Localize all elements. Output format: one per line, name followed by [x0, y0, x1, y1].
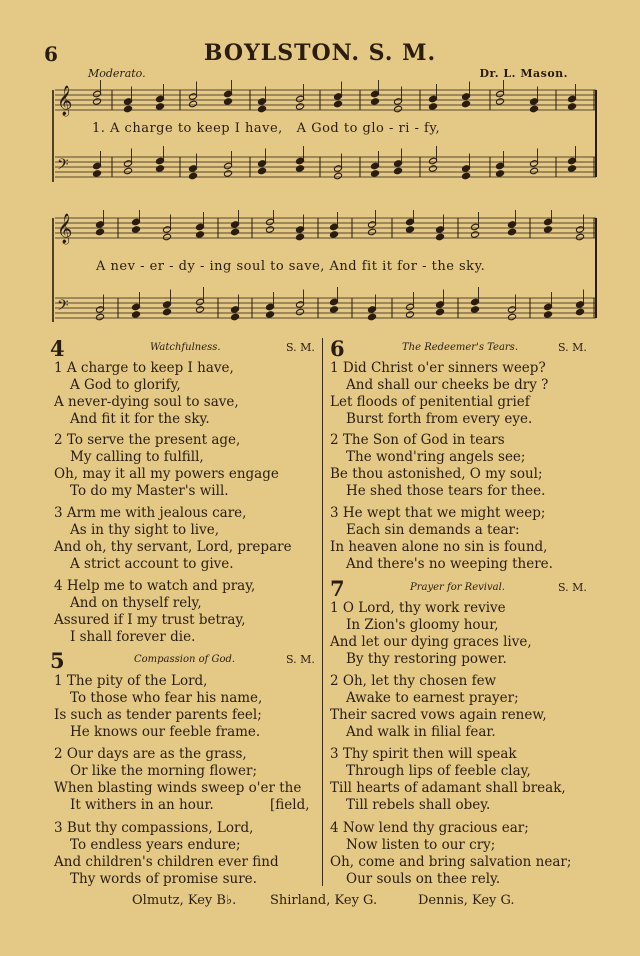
verse-line: Awake to earnest prayer;: [346, 690, 519, 706]
verse-line: And children's children ever find: [54, 854, 279, 870]
verse-line: When blasting winds sweep o'er the: [54, 780, 302, 796]
verse-line: Assured if I my trust betray,: [54, 612, 246, 628]
tempo-marking: Moderato.: [88, 67, 146, 80]
verse-line: As in thy sight to live,: [70, 522, 219, 538]
note-head: [224, 170, 233, 177]
note-head: [132, 226, 141, 233]
note-head: [568, 103, 577, 110]
hymn-meter: S. M.: [286, 653, 315, 666]
verse-line: Is such as tender parents feel;: [54, 707, 262, 723]
staff: [55, 85, 596, 117]
note-head: [334, 100, 343, 107]
note-head: [163, 308, 172, 315]
note-head: [508, 228, 517, 235]
note-head: [296, 308, 305, 315]
note-head: [163, 233, 172, 240]
verse-line: Through lips of feeble clay,: [346, 763, 531, 779]
hymn-title: Compassion of God.: [134, 654, 236, 665]
note-head: [406, 311, 415, 318]
note-head: [156, 103, 165, 110]
verse-line: And walk in filial fear.: [346, 724, 496, 740]
verse-line: Thy words of promise sure.: [70, 871, 257, 887]
note-head: [196, 231, 205, 238]
note-head: [96, 313, 105, 320]
note-head: [544, 226, 553, 233]
note-head: [330, 306, 339, 313]
hymn-number: 5: [50, 648, 65, 673]
note-head: [93, 170, 102, 177]
tune-title: BOYLSTON. S. M.: [203, 40, 437, 66]
verse-line: Or like the morning flower;: [70, 763, 258, 779]
verse-line: He shed those tears for thee.: [346, 483, 546, 499]
verse-line: Their sacred vows again renew,: [330, 707, 547, 723]
verse-line: 3 He wept that we might weep;: [330, 505, 546, 521]
treble-clef-icon: 𝄞: [57, 214, 73, 244]
note-head: [530, 105, 539, 112]
note-head: [371, 98, 380, 105]
note-head: [462, 172, 471, 179]
note-head: [568, 165, 577, 172]
verse-line: 3 Thy spirit then will speak: [330, 746, 517, 762]
note-head: [156, 165, 165, 172]
hymn-title: The Redeemer's Tears.: [402, 342, 518, 353]
verse-line: Be thou astonished, O my soul;: [330, 466, 543, 482]
note-head: [196, 306, 205, 313]
alt-tune-shirland: Shirland, Key G.: [270, 893, 378, 908]
hymn-number: 6: [330, 336, 345, 361]
note-head: [406, 226, 415, 233]
composer-credit: Dr. L. Mason.: [479, 67, 568, 80]
note-head: [296, 233, 305, 240]
verse-line: By thy restoring power.: [346, 651, 507, 667]
alt-tune-olmutz: Olmutz, Key B♭.: [132, 893, 237, 908]
note-head: [576, 308, 585, 315]
note-head: [93, 98, 102, 105]
verse-line: 1 The pity of the Lord,: [54, 673, 208, 689]
note-head: [394, 167, 403, 174]
note-head: [224, 98, 233, 105]
note-head: [436, 308, 445, 315]
note-head: [371, 170, 380, 177]
verse-line: 1 A charge to keep I have,: [54, 360, 234, 376]
verse-line: Oh, come and bring salvation near;: [330, 854, 572, 870]
note-head: [258, 105, 267, 112]
verse-line: And fit it for the sky.: [70, 411, 210, 427]
note-head: [544, 311, 553, 318]
column-divider: [322, 338, 323, 886]
note-head: [471, 306, 480, 313]
verse-line: A strict account to give.: [70, 556, 234, 572]
hymn-number: 4: [50, 336, 65, 361]
notes: [93, 146, 577, 180]
note-head: [330, 231, 339, 238]
verse-line: A God to glorify,: [70, 377, 181, 393]
note-head: [132, 311, 141, 318]
verse-line: A never-dying soul to save,: [54, 394, 239, 410]
verse-line: And shall our cheeks be dry ?: [346, 377, 549, 393]
note-head: [96, 228, 105, 235]
verse-line: Each sin demands a tear:: [346, 522, 520, 538]
verse-line: Now listen to our cry;: [346, 837, 496, 853]
note-head: [266, 311, 275, 318]
verse-line: 2 The Son of God in tears: [330, 432, 505, 448]
verse-line: He knows our feeble frame.: [70, 724, 261, 740]
note-head: [189, 100, 198, 107]
note-head: [368, 228, 377, 235]
verse-line: 1 O Lord, thy work revive: [330, 600, 506, 616]
verse-line: 2 Oh, let thy chosen few: [330, 673, 497, 689]
verse-line: To do my Master's will.: [70, 483, 229, 499]
music-lyric-line-2: A nev - er - dy - ing soul to save, And fit it for - the sky.: [96, 259, 486, 274]
music-lyric-line-1: 1. A charge to keep I have, A God to glo - ri - fy,: [92, 121, 441, 136]
verse-line: 2 Our days are as the grass,: [54, 746, 247, 762]
note-head: [394, 105, 403, 112]
note-head: [231, 313, 240, 320]
note-head: [334, 172, 343, 179]
bass-clef-icon: 𝄢: [57, 156, 69, 177]
hymn-meter: S. M.: [558, 581, 587, 594]
note-head: [296, 165, 305, 172]
verse-line: Till rebels shall obey.: [346, 797, 491, 813]
note-head: [296, 103, 305, 110]
verse-line: In Zion's gloomy hour,: [346, 617, 499, 633]
verse-line: And oh, thy servant, Lord, prepare: [54, 539, 292, 555]
bass-clef-icon: 𝄢: [57, 297, 69, 318]
verse-line: And let our dying graces live,: [330, 634, 532, 650]
note-head: [124, 167, 133, 174]
note-head: [530, 167, 539, 174]
verse-line-continuation: [field,: [270, 797, 310, 813]
alt-tune-dennis: Dennis, Key G.: [418, 893, 515, 908]
hymn-meter: S. M.: [286, 341, 315, 354]
note-head: [429, 103, 438, 110]
verse-line: 1 Did Christ o'er sinners weep?: [330, 360, 546, 376]
verse-line: And there's no weeping there.: [346, 556, 553, 572]
verse-line: 3 But thy compassions, Lord,: [54, 820, 254, 836]
verse-line: Our souls on thee rely.: [346, 871, 501, 887]
verse-line: To endless years endure;: [70, 837, 241, 853]
verse-line: In heaven alone no sin is found,: [330, 539, 548, 555]
hymn-number: 7: [330, 576, 345, 601]
note-head: [368, 313, 377, 320]
note-head: [258, 167, 267, 174]
treble-clef-icon: 𝄞: [57, 86, 73, 116]
notes: [93, 80, 577, 113]
verse-line: To those who fear his name,: [70, 690, 263, 706]
verse-line: I shall forever die.: [70, 629, 196, 645]
verse-line: It withers in an hour.: [70, 797, 214, 813]
note-head: [189, 172, 198, 179]
staff: [55, 156, 596, 177]
verse-line: 4 Now lend thy gracious ear;: [330, 820, 529, 836]
verse-line: My calling to fulfill,: [70, 449, 204, 465]
page-number: 6: [44, 42, 58, 66]
note-head: [436, 233, 445, 240]
verse-line: Till hearts of adamant shall break,: [330, 780, 566, 796]
note-head: [576, 233, 585, 240]
verse-line: Let floods of penitential grief: [330, 394, 530, 410]
verse-line: Oh, may it all my powers engage: [54, 466, 279, 482]
notes: [96, 287, 585, 321]
note-head: [231, 228, 240, 235]
verse-line: 3 Arm me with jealous care,: [54, 505, 247, 521]
hymn-title: Watchfulness.: [150, 342, 221, 353]
note-head: [266, 226, 275, 233]
hymn-meter: S. M.: [558, 341, 587, 354]
verse-line: The wond'ring angels see;: [346, 449, 526, 465]
verse-line: Burst forth from every eye.: [346, 411, 533, 427]
verse-line: 4 Help me to watch and pray,: [54, 578, 256, 594]
hymn-title: Prayer for Revival.: [410, 582, 505, 593]
notes: [96, 210, 585, 241]
note-head: [429, 165, 438, 172]
note-head: [496, 170, 505, 177]
note-head: [124, 105, 133, 112]
note-head: [471, 231, 480, 238]
verse-line: 2 To serve the present age,: [54, 432, 241, 448]
note-head: [508, 313, 517, 320]
verse-line: And on thyself rely,: [70, 595, 202, 611]
note-head: [496, 98, 505, 105]
note-head: [462, 100, 471, 107]
